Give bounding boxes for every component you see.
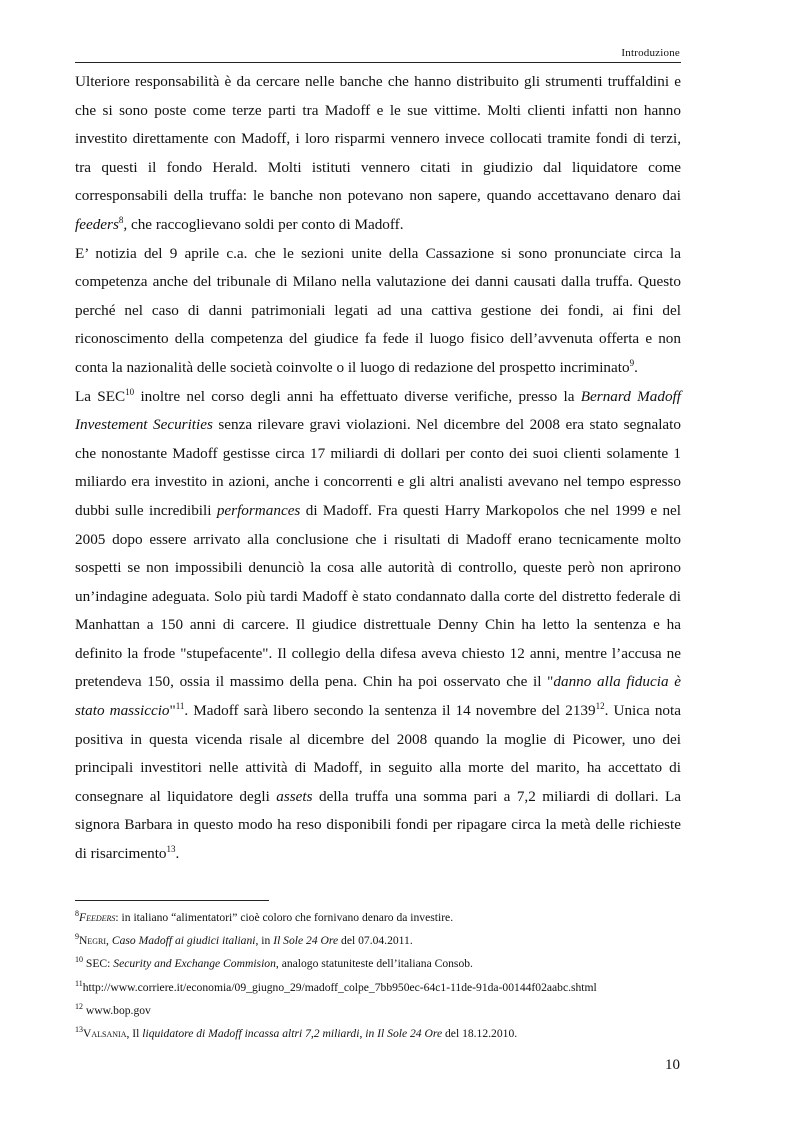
- footnote-11-url: http://www.corriere.it/economia/09_giugno_29/madoff_colpe_7bb950ec-64c1-11de-91da-00144f02aabc.shtml: [82, 980, 597, 994]
- footnote-ref-12: 12: [595, 701, 605, 711]
- p3-text-3: senza rilevare gravi violazioni. Nel dicembre del 2008 era stato segnalato che nonostante Madoff gestisse circa 17 miliardi di dollari per conto dei suoi clienti solamente 1 miliardo era investito in azioni, anche i concorrenti e gli altri analisti avevano nel tempo espresso dubbi sulle incredibili: [75, 416, 681, 519]
- footnote-number: 11: [75, 978, 83, 988]
- footnote-divider: [75, 900, 269, 901]
- p3-italic-company: Bernard Madoff Investement Securities: [75, 387, 681, 434]
- footnotes: [75, 906, 695, 1045]
- footnote-12: [75, 999, 695, 1022]
- p3-text-5: ": [169, 702, 176, 720]
- paragraph-1: [75, 68, 681, 240]
- footnote-11: [75, 976, 695, 999]
- footnote-13-date: del 18.12.2010.: [442, 1027, 518, 1041]
- footnote-number: 8: [75, 909, 79, 919]
- footnote-number: 9: [75, 932, 79, 942]
- p2-text-2: .: [634, 358, 638, 376]
- p1-text-2: che raccoglievano soldi per conto di Madoff.: [127, 215, 404, 233]
- footnote-13-author: Valsania: [83, 1027, 127, 1041]
- footnote-8-text: : in italiano “alimentatori” cioè coloro che fornivano denaro da investire.: [115, 911, 454, 924]
- running-header: Introduzione: [621, 47, 680, 59]
- footnote-9-sep: ,: [106, 934, 112, 948]
- footnote-number: 10: [75, 955, 83, 965]
- footnote-ref-9: 9: [629, 357, 635, 368]
- paragraph-3: [75, 383, 681, 869]
- p1-italic-feeders: feeders: [75, 215, 119, 233]
- p3-text-9: .: [175, 845, 180, 863]
- p3-italic-assets: assets: [276, 787, 313, 805]
- p3-italic-performances: performances: [216, 501, 301, 519]
- footnote-ref-11: 11: [175, 701, 185, 711]
- footnote-13-source: in Il Sole 24 Ore: [365, 1027, 443, 1041]
- footnote-10: [75, 952, 695, 975]
- p1-italic-comma: ,: [123, 215, 128, 233]
- main-text: [75, 68, 681, 869]
- footnote-10-text-2: , analogo statuniteste dell’italiana Consob.: [275, 957, 473, 971]
- paragraph-2: [75, 240, 681, 383]
- footnote-number: 12: [75, 1001, 83, 1011]
- footnote-9-sep2: , in: [255, 934, 274, 948]
- p3-text-8: della truffa una somma pari a 7,2 miliardi di dollari. La signora Barbara in questo modo ha reso disponibili fondi per ripagare circa la metà delle richieste di risarcimento: [75, 787, 681, 863]
- footnote-13: [75, 1022, 695, 1045]
- footnote-13-title: liquidatore di Madoff incassa altri 7,2 miliardi: [142, 1027, 360, 1041]
- p3-text-7: . Unica nota positiva in questa vicenda risale al dicembre del 2008 quando la moglie di Picower, uno dei principali investitori nelle attività di Madoff, in seguito alla morte del marito, ha accettato di consegnare al liquidatore degli: [75, 702, 681, 805]
- footnote-9-author: Negri: [79, 934, 107, 948]
- footnote-13-sep2: ,: [359, 1027, 366, 1041]
- footnote-12-url: www.bop.gov: [83, 1003, 151, 1017]
- header-divider: [75, 62, 681, 63]
- footnote-number: 13: [75, 1025, 83, 1035]
- footnote-13-sep: , Il: [126, 1027, 143, 1041]
- p3-text-6: . Madoff sarà libero secondo la sentenza il 14 novembre del 2139: [184, 702, 596, 720]
- p3-text-2: inoltre nel corso degli anni ha effettuato diverse verifiche, presso la: [134, 387, 581, 405]
- footnote-ref-8: 8: [118, 214, 124, 225]
- footnote-8-term: Feeders: [79, 911, 116, 924]
- footnote-10-text: SEC:: [83, 957, 114, 971]
- p3-italic-quote: danno alla fiducia è stato massiccio: [75, 673, 681, 720]
- footnote-8: [75, 906, 695, 929]
- footnote-9-date: del 07.04.2011.: [338, 934, 413, 948]
- p3-text-4: di Madoff. Fra questi Harry Markopolos che nel 1999 e nel 2005 dopo essere arrivato alla conclusione che i risultati di Madoff erano tecnicamente molto sospetti se non impossibili denunciò la cosa alle autorità di controllo, queste però non aprirono un’indagine adeguata. Solo più tardi Madoff è stato condannato dalla corte del distretto federale di Manhattan a 150 anni di carcere. Il giudice distrettuale Denny Chin ha letto la sentenza e ha definito la frode "stupefacente". Il collegio della difesa aveva chiesto 12 anni, mentre l’accusa ne pretendeva 150, ossia il massimo della pena. Chin ha poi osservato che il ": [75, 501, 681, 691]
- footnote-9: [75, 929, 695, 952]
- footnote-ref-10: 10: [125, 386, 135, 397]
- page-number: 10: [665, 1057, 680, 1073]
- footnote-9-source: Il Sole 24 Ore: [273, 934, 339, 948]
- p3-text-1: La SEC: [75, 387, 126, 405]
- p2-text-1: E’ notizia del 9 aprile c.a. che le sezioni unite della Cassazione si sono pronunciate circa la competenza anche del tribunale di Milano nella valutazione dei danni causati dalla truffa. Questo perché nel caso di danni patrimoniali legati ad una cattiva gestione dei fondi, ai fini del riconoscimento della competenza del giudice fa fede il luogo fisico dell’avvenuta offerta e non conta la nazionalità delle società coinvolte o il luogo di redazione del prospetto incriminato: [75, 244, 681, 376]
- footnote-10-italic: Security and Exchange Commision: [113, 957, 276, 971]
- footnote-9-title: Caso Madoff ai giudici italiani: [111, 934, 256, 948]
- footnote-ref-13: 13: [166, 843, 176, 854]
- p1-text-1: Ulteriore responsabilità è da cercare nelle banche che hanno distribuito gli strumenti truffaldini e che si sono poste come terze parti tra Madoff e le sue vittime. Molti clienti infatti non hanno investito direttamente con Madoff, i loro risparmi vennero invece collocati tramite fondi di terzi, tra questi il fondo Herald. Molti istituti vennero citati in giudizio dal liquidatore come corresponsabili della truffa: le banche non potevano non sapere, quando accettavano denaro dai: [75, 73, 681, 205]
